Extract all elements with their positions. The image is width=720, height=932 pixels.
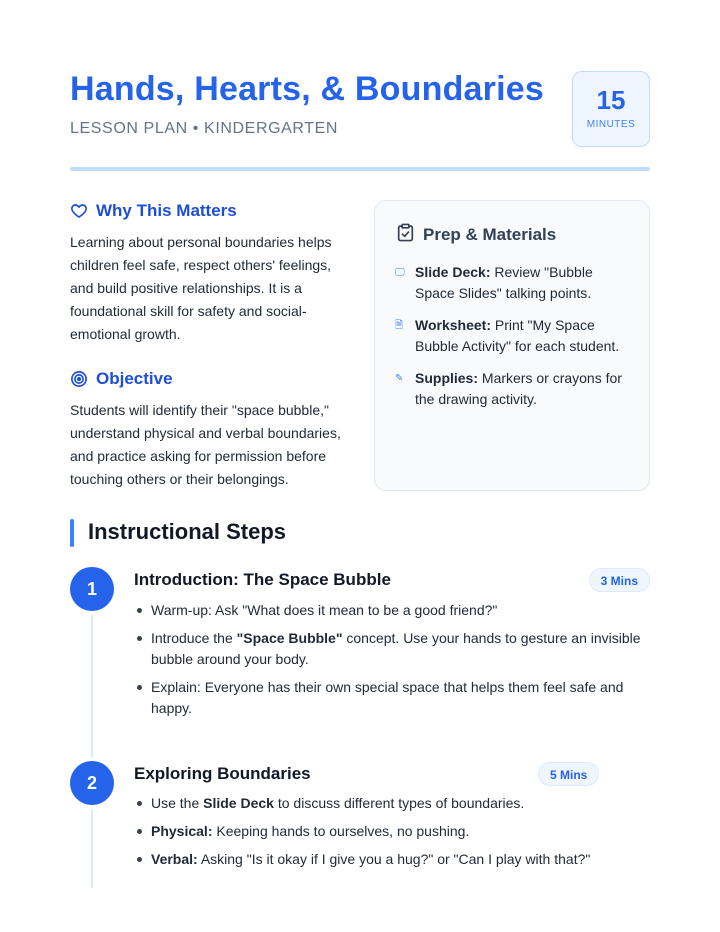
step-bullet: Introduce the "Space Bubble" concept. Use your hands to gesture an invisible bubble around your body. [134, 628, 644, 670]
prep-item [395, 315, 635, 357]
objective-text: Students will identify their "space bubble," understand physical and verbal boundaries, and practice asking for permission before touching others or their belongings. [70, 402, 341, 487]
clipboard-icon [397, 223, 414, 247]
objective-heading-label: Objective [96, 369, 173, 388]
step-bullet: Warm-up: Ask "What does it mean to be a good friend?" [134, 600, 644, 621]
step-number-badge: 2 [70, 761, 114, 805]
step-bullet: Use the Slide Deck to discuss different types of boundaries. [134, 793, 644, 814]
step-duration-pill: 3 Mins [589, 568, 650, 592]
document-icon: 🗎 [395, 320, 404, 331]
step-bullet: Explain: Everyone has their own special space that helps them feel safe and happy. [134, 677, 644, 719]
step-duration-pill: 5 Mins [538, 762, 599, 786]
page-title: Hands, Hearts, & Boundaries [70, 70, 544, 108]
duration-label: MINUTES [586, 119, 636, 130]
why-heading [70, 201, 237, 221]
prep-heading [397, 223, 556, 247]
steps-timeline [91, 590, 93, 888]
page-subtitle: LESSON PLAN • KINDERGARTEN [70, 120, 339, 137]
presentation-icon: 🖵 [395, 267, 405, 278]
step-title: Exploring Boundaries [134, 764, 311, 783]
step-title: Introduction: The Space Bubble [134, 570, 391, 589]
why-text: Learning about personal boundaries helps children feel safe, respect others' feelings, and build positive relationships. It is a foundational skill for safety and social-emotional growth. [70, 234, 332, 342]
pencil-icon: ✎ [395, 373, 404, 384]
prep-item-label: Supplies: [415, 370, 479, 386]
prep-item-label: Slide Deck: [415, 264, 491, 280]
prep-item-label: Worksheet: [415, 317, 491, 333]
prep-heading-label: Prep & Materials [423, 225, 557, 244]
heart-icon [70, 202, 88, 220]
prep-materials-card [374, 200, 650, 491]
prep-item [395, 368, 635, 410]
prep-item [395, 262, 635, 304]
duration-badge [572, 71, 650, 147]
prep-item-text: Markers or crayons for the drawing activity. [415, 370, 622, 407]
why-heading-label: Why This Matters [96, 201, 237, 220]
header-divider [70, 167, 650, 171]
objective-heading [70, 369, 173, 389]
step-number-badge: 1 [70, 567, 114, 611]
target-icon [70, 370, 88, 388]
prep-item-text: Print "My Space Bubble Activity" for each student. [415, 317, 620, 354]
lesson-plan-page [70, 0, 650, 932]
prep-item-text: Review "Bubble Space Slides" talking points. [415, 264, 593, 301]
steps-heading: Instructional Steps [88, 519, 287, 544]
duration-value: 15 [596, 85, 626, 115]
section-accent-bar [70, 519, 74, 547]
step-bullet: Verbal: Asking "Is it okay if I give you a hug?" or "Can I play with that?" [134, 849, 644, 870]
step-bullet: Physical: Keeping hands to ourselves, no pushing. [134, 821, 644, 842]
